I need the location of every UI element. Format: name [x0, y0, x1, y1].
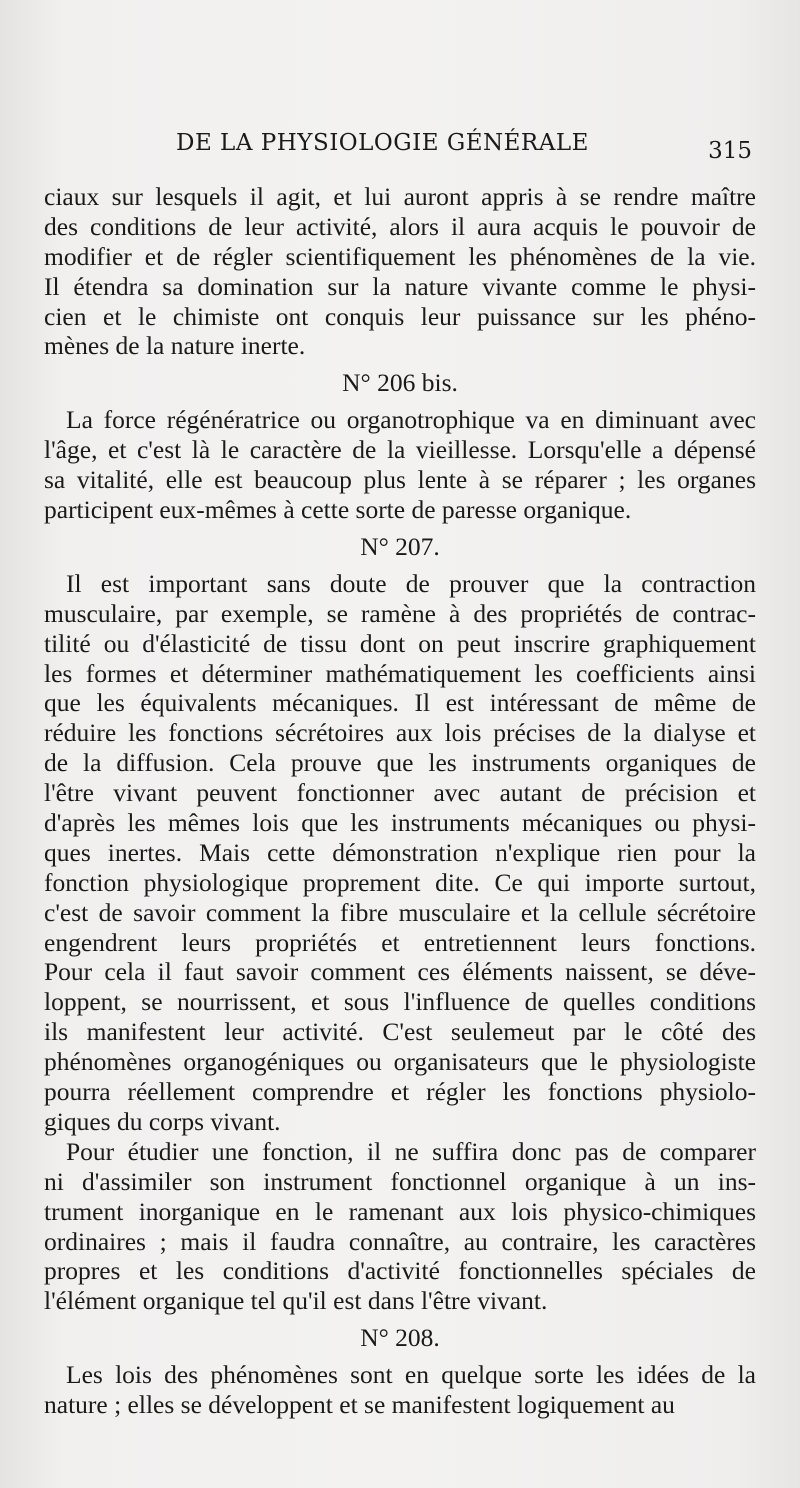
text-line: engendrent leurs propriétés et entretiennent leurs fonctions. — [44, 927, 756, 957]
text-line: pourra réellement comprendre et régler les fonctions physiolo- — [44, 1077, 756, 1107]
text-line: loppent, se nourrissent, et sous l'influence de quelles conditions — [44, 987, 756, 1017]
text-line: ciaux sur lesquels il agit, et lui auront appris à se rendre maître — [44, 182, 756, 211]
body-text — [44, 182, 756, 1420]
text-line: musculaire, par exemple, se ramène à des propriétés de contrac- — [44, 598, 756, 628]
text-line: ils manifestent leur activité. C'est seulemeut par le côté des — [44, 1017, 756, 1047]
paragraph — [44, 182, 756, 361]
section-heading: N° 206 bis. — [342, 368, 458, 398]
section-heading: N° 208. — [360, 1323, 440, 1353]
text-line: ques inertes. Mais cette démonstration n'explique rien pour la — [44, 837, 756, 867]
text-line: fonction physiologique proprement dite. Ce qui importe surtout, — [44, 867, 756, 897]
text-line: l'être vivant peuvent fonctionner avec autant de précision et — [44, 778, 756, 808]
text-line: sa vitalité, elle est beaucoup plus lente à se réparer ; les organes — [44, 465, 756, 495]
section-heading: N° 207. — [360, 531, 440, 561]
text-line: Pour cela il faut savoir comment ces éléments naissent, se déve- — [44, 957, 756, 987]
text-line: participent eux-mêmes à cette sorte de paresse organique. — [44, 495, 632, 525]
text-line: Il étendra sa domination sur la nature vivante comme le physi- — [44, 271, 756, 301]
text-line: d'après les mêmes lois que les instruments mécaniques ou physi- — [44, 808, 756, 838]
text-line: modifier et de régler scientifiquement les phénomènes de la vie. — [44, 241, 756, 271]
text-line: Pour étudier une fonction, il ne suffira donc pas de comparer — [66, 1136, 756, 1166]
text-line: Il est important sans doute de prouver que la contraction — [66, 568, 756, 598]
text-line: ordinaires ; mais il faudra connaître, au contraire, les caractères — [44, 1226, 756, 1256]
text-line: l'élément organique tel qu'il est dans l'être vivant. — [44, 1286, 548, 1316]
text-line: réduire les fonctions sécrétoires aux lois précises de la dialyse et — [44, 718, 756, 748]
paragraph — [44, 1137, 756, 1316]
running-head-title: DE LA PHYSIOLOGIE GÉNÉRALE — [176, 130, 589, 156]
text-line: nature ; elles se développent et se manifestent logiquement au — [44, 1390, 675, 1420]
text-line: tilité ou d'élasticité de tissu dont on peut inscrire graphiquement — [44, 628, 756, 658]
text-line: Les lois des phénomènes sont en quelque sorte les idées de la — [66, 1360, 756, 1390]
text-line: mènes de la nature inerte. — [44, 331, 306, 361]
text-line: les formes et déterminer mathématiquement les coefficients ainsi — [44, 658, 756, 688]
text-line: des conditions de leur activité, alors il aura acquis le pouvoir de — [44, 211, 756, 241]
text-line: La force régénératrice ou organotrophique va en diminuant avec — [66, 405, 756, 435]
text-line: ni d'assimiler son instrument fonctionnel organique à un ins- — [44, 1166, 756, 1196]
text-line: propres et les conditions d'activité fonctionnelles spéciales de — [44, 1256, 756, 1286]
text-line: trument inorganique en le ramenant aux lois physico-chimiques — [44, 1196, 756, 1226]
paragraph — [44, 405, 756, 525]
text-line: l'âge, et c'est là le caractère de la vieillesse. Lorsqu'elle a dépensé — [44, 435, 756, 465]
paragraph — [44, 1360, 756, 1420]
text-line: que les équivalents mécaniques. Il est intéressant de même de — [44, 688, 756, 718]
paragraph — [44, 569, 756, 1137]
running-head — [48, 128, 754, 168]
text-line: cien et le chimiste ont conquis leur puissance sur les phéno- — [44, 301, 756, 331]
text-line: phénomènes organogéniques ou organisateurs que le physiologiste — [44, 1047, 756, 1077]
page-number: 315 — [708, 138, 752, 164]
text-line: giques du corps vivant. — [44, 1106, 281, 1136]
text-line: de la diffusion. Cela prouve que les instruments organiques de — [44, 748, 756, 778]
text-line: c'est de savoir comment la fibre musculaire et la cellule sécrétoire — [44, 897, 756, 927]
